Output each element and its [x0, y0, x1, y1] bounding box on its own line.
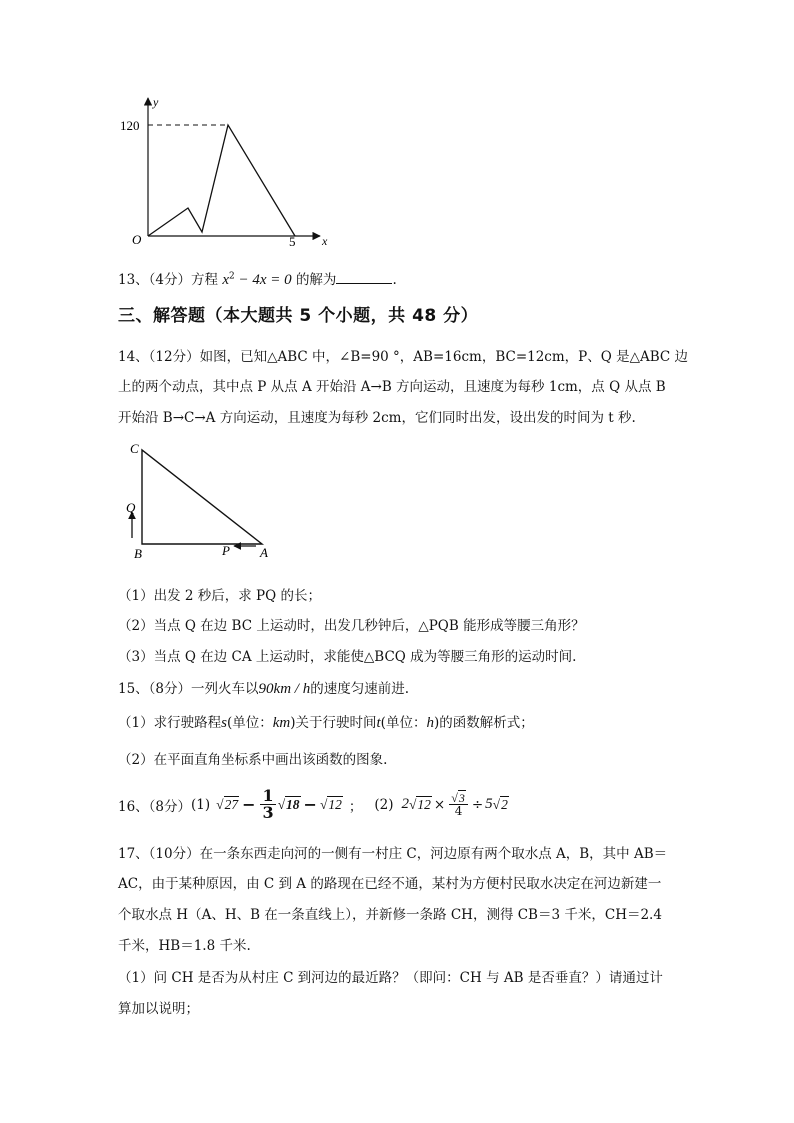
q16-part2-label: (2)	[374, 796, 394, 813]
q16-p2-fraction: $\frac{√3}{4}$	[449, 792, 468, 817]
label-q: Q	[126, 500, 136, 515]
question-16	[118, 788, 509, 821]
q17-line-2: AC，由于某种原因，由 C 到 A 的路现在已经不通，某村为方便村民取水决定在河边新建一	[118, 876, 662, 892]
q16-separator: ；	[348, 798, 363, 815]
q16-prefix: 16、（8分）	[118, 798, 192, 815]
q15-sub-1	[118, 711, 534, 732]
q13-equation-exp: 2	[229, 271, 235, 282]
q15-sub1-c: )关于行驶时间	[290, 715, 377, 731]
q16-p2-coef: 2	[401, 796, 409, 812]
origin-label: O	[132, 232, 142, 247]
q16-p2-sqrt-12: √12	[409, 796, 431, 812]
q16-fraction-one-third: $\frac{1}{3}$	[262, 786, 274, 822]
q16-sqrt-18: √18	[277, 796, 300, 812]
q15-sub1-km: km	[272, 715, 291, 731]
q13-prefix: 13、（4分）方程	[118, 272, 219, 288]
q15-sub1-b: (单位：	[226, 715, 273, 731]
q15-sub-2: （2）在平面直角坐标系中画出该函数的图象.	[118, 752, 388, 768]
q17-line-4: 千米，HB＝1.8 千米.	[118, 938, 251, 954]
label-b: B	[134, 546, 142, 561]
q15-prefix: 15、（8分）一列火车以	[118, 681, 259, 697]
q13-equation-rest: − 4x = 0	[234, 272, 292, 288]
q15-sub1-s: s	[221, 715, 227, 731]
q16-p2-coef2: 5	[485, 796, 493, 812]
q16-sqrt-12: √12	[319, 796, 342, 812]
q15-sub1-t: t	[376, 715, 381, 731]
x-tick-label: 5	[289, 234, 296, 249]
label-c: C	[130, 441, 139, 456]
graph-line	[148, 125, 295, 236]
q14-line-1: 14、（12分）如图，已知△ABC 中，∠B=90 °，AB=16cm，BC=12cm，P、Q 是△ABC 边	[118, 349, 689, 365]
label-a: A	[260, 545, 268, 560]
label-p: P	[222, 543, 230, 558]
q16-times: ×	[433, 796, 446, 813]
q15-sub1-e: )的函数解析式；	[433, 715, 534, 731]
q16-minus-2: −	[303, 794, 317, 814]
q14-sub-3: （3）当点 Q 在边 CA 上运动时，求能使△BCQ 成为等腰三角形的运动时间.	[118, 649, 577, 665]
distance-time-graph	[120, 88, 340, 253]
q16-part1-label: (1)	[191, 796, 211, 813]
q15-sub1-h: h	[426, 715, 434, 731]
q16-p2-sqrt-2: √2	[492, 796, 508, 812]
question-13	[118, 268, 397, 289]
q17-line-3: 个取水点 H（A、H、B 在一条直线上），并新修一条路 CH，测得 CB＝3 千米，CH＝2.4	[118, 907, 662, 923]
q15-sub1-a: （1）求行驶路程	[118, 715, 222, 731]
q14-sub-2: （2）当点 Q 在边 BC 上运动时，出发几秒钟后，△PQB 能形成等腰三角形？	[118, 618, 585, 634]
q16-divide: ÷	[471, 796, 484, 813]
q16-sqrt-27: √27	[216, 796, 239, 812]
y-tick-label: 120	[120, 118, 140, 133]
q17-line-1: 17、（10分）在一条东西走向河的一侧有一村庄 C，河边原有两个取水点 A，B，其中 AB＝	[118, 846, 668, 862]
q15-sub1-d: (单位：	[380, 715, 427, 731]
triangle-abc	[142, 450, 262, 544]
q13-suffix: 的解为	[295, 272, 337, 288]
q15-suffix: 的速度匀速前进.	[310, 681, 409, 697]
q14-line-2: 上的两个动点，其中点 P 从点 A 开始沿 A→B 方向运动，且速度为每秒 1cm，点 Q 从点 B	[118, 379, 666, 395]
q14-line-3: 开始沿 B→C→A 方向运动，且速度为每秒 2cm，它们同时出发，设出发的时间为 t 秒.	[118, 410, 636, 426]
q13-equation-var: x	[222, 272, 229, 288]
q17-sub-1-line-1: （1）问 CH 是否为从村庄 C 到河边的最近路？（即问：CH 与 AB 是否垂直？）请通过计	[118, 970, 663, 986]
q13-end: .	[392, 272, 397, 288]
q15-speed: 90km / h	[258, 681, 311, 697]
x-axis-label: x	[322, 234, 328, 248]
q17-sub-1-line-2: 算加以说明；	[118, 1001, 199, 1017]
q14-sub-1: （1）出发 2 秒后，求 PQ 的长；	[118, 588, 321, 604]
y-axis-label: y	[153, 95, 159, 109]
question-15	[118, 677, 409, 698]
triangle-abc-figure	[124, 438, 284, 563]
q13-answer-blank[interactable]	[336, 271, 392, 284]
section-3-heading: 三、解答题（本大题共 5 个小题，共 48 分）	[118, 306, 479, 326]
q16-minus-1: −	[242, 794, 256, 814]
